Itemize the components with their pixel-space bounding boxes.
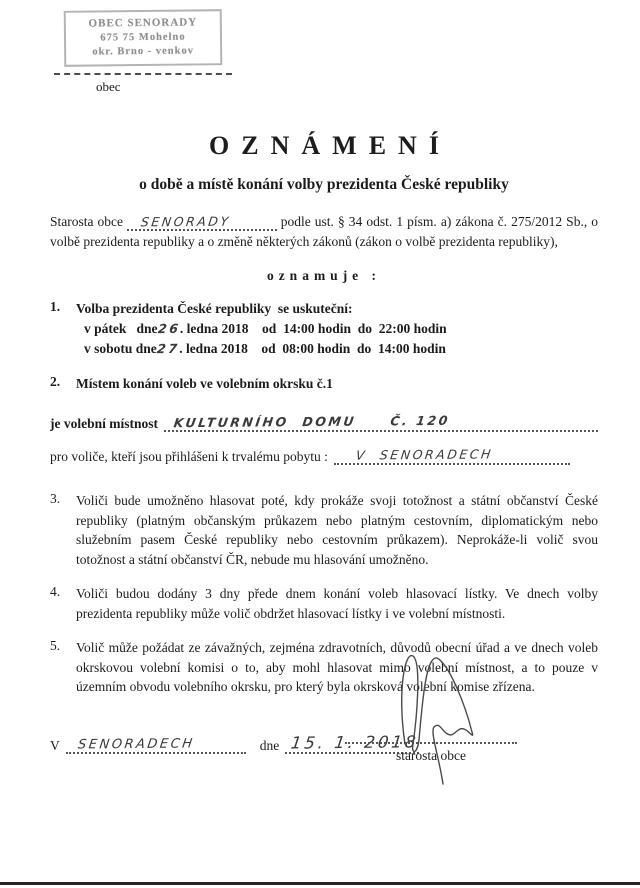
section-1 <box>50 299 598 319</box>
signature-line <box>345 622 517 744</box>
section-1-number: 1. <box>50 299 61 315</box>
saturday-suffix: . ledna 2018 od 08:00 hodin do 14:00 hodin <box>179 341 446 357</box>
date-label: dne <box>259 738 280 753</box>
scan-edge-artifact <box>0 882 640 885</box>
section-2-heading: Místem konání voleb ve volebním okrsku č.1 <box>76 376 333 392</box>
signature-scribble <box>359 622 509 792</box>
saturday-prefix: v sobotu dne <box>84 341 157 357</box>
friday-suffix: . ledna 2018 od 14:00 hodin do 22:00 hodin <box>179 320 447 336</box>
friday-day-handwritten: 26 <box>156 320 182 336</box>
polling-place-label: je volební místnost <box>50 415 158 431</box>
paragraph-4-text: Voliči budou dodány 3 dny přede dnem konání voleb hlasovací lístky. Ve dnech volby prezidenta republiky může volič obdržet hlasovací lístky i ve volební místnosti. <box>76 586 598 621</box>
municipality-handwritten: SENORADY <box>140 213 232 230</box>
section-1-heading: Volba prezidenta České republiky se uskuteční: <box>76 301 353 317</box>
place-fill-line <box>66 736 246 754</box>
intro-rest: podle ust. § 34 odst. 1 písm. a) zákona č. 275/2012 Sb., o volbě prezidenta republiky a o změně některých zákonů (zákon o volbě prezidenta republiky), <box>50 214 599 249</box>
document-title: OZNÁMENÍ <box>209 131 451 161</box>
voters-row <box>50 447 570 465</box>
polling-place-handwritten: KULTURNÍHO DOMU Č. 120 <box>172 412 451 431</box>
paragraph-4-number: 4. <box>50 584 61 600</box>
obec-caption: obec <box>96 79 121 95</box>
municipality-stamp <box>64 9 223 67</box>
polling-place-row <box>50 414 598 432</box>
saturday-day-handwritten: 27 <box>155 341 181 357</box>
stamp-line-1: OBEC SENORADY <box>88 16 198 30</box>
voters-handwritten: V SENORADECH <box>354 446 494 463</box>
paragraph-5-number: 5. <box>50 638 61 654</box>
polling-place-fill-line <box>164 414 598 432</box>
paragraph-5-text: Volič může požádat ze závažných, zejména zdravotních, důvodů obecní úřad a ve dnech voleb okrskovou volební komisi o to, aby mohl hlasovat mimo volební místnost, a to pouze v územním obvodu volebního okrsku, pro který byla okrsková volební komise zřízena. <box>76 640 598 695</box>
document-subtitle: o době a místě konání volby prezidenta České republiky <box>139 176 509 194</box>
paragraph-4 <box>50 584 598 623</box>
schedule-saturday <box>84 339 598 359</box>
municipality-fill-line <box>127 214 277 231</box>
stamp-divider-line <box>54 73 232 75</box>
paragraph-3-number: 3. <box>50 490 61 506</box>
stamp-line-2: 675 75 Mohelno <box>100 31 186 44</box>
place-handwritten: SENORADECH <box>76 736 196 753</box>
stamp-line-3: okr. Brno - venkov <box>92 45 195 58</box>
section-2-number: 2. <box>50 374 61 390</box>
friday-prefix: v pátek dne <box>84 320 158 336</box>
voters-fill-line <box>334 447 570 465</box>
schedule-friday <box>84 319 598 339</box>
voters-label: pro voliče, kteří jsou přihlášeni k trvalému pobytu : <box>50 448 328 464</box>
paragraph-3 <box>50 491 598 569</box>
intro-lead: Starosta obce <box>50 214 124 230</box>
place-label: V <box>50 738 60 753</box>
paragraph-3-text: Voliči bude umožněno hlasovat poté, kdy prokáže svoji totožnost a státní občanství České republiky (platným občanským průkazem nebo platným cestovním, diplomatickým nebo služebním pasem České republiky nebo cestovním průkazem). Neprokáže-li volič svou totožnost a státní občanství ČR, nebude mu hlasování umožněno. <box>76 492 598 567</box>
signature-block <box>345 622 517 764</box>
signature-caption: starosta obce <box>395 748 467 763</box>
section-2 <box>50 374 598 394</box>
intro-paragraph <box>50 212 598 251</box>
date-handwritten: 15. 1. 2018 <box>289 732 421 753</box>
announce-word: oznamuje : <box>266 268 382 284</box>
